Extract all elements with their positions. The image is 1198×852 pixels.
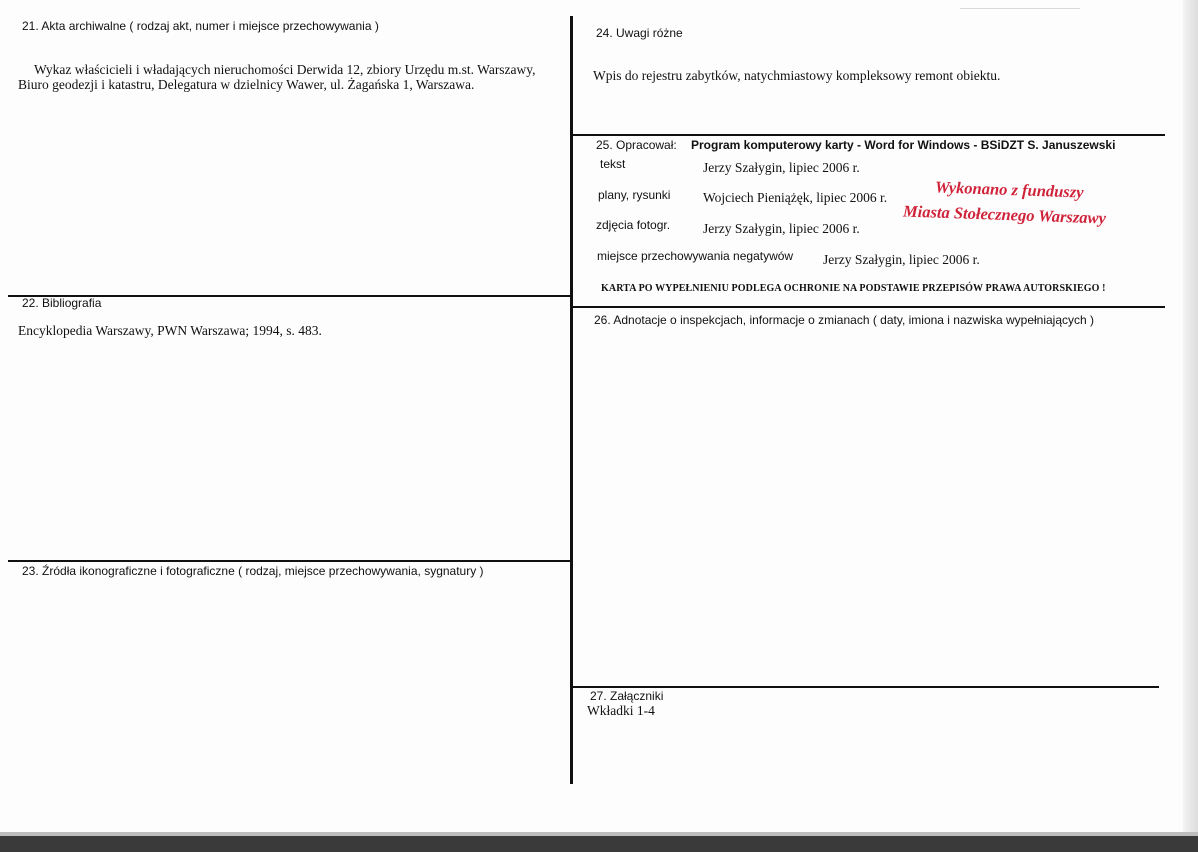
section-22-heading: 22. Bibliografia (22, 296, 102, 310)
section-25-value-plany: Wojciech Pieniążęk, lipiec 2006 r. (703, 190, 888, 205)
rule-26 (573, 306, 1165, 308)
section-21-text-line1: Wykaz właścicieli i władających nieruchomości Derwida 12, zbiory Urzędu m.st. Warszawy, (34, 62, 536, 77)
section-25-label-plany: plany, rysunki (598, 188, 671, 202)
section-26-heading: 26. Adnotacje o inspekcjach, informacje o zmianach ( daty, imiona i nazwiska wypełniających ) (594, 313, 1095, 327)
section-25-label-negatywy: miejsce przechowywania negatywów (597, 249, 794, 263)
section-25-value-negatywy: Jerzy Szałygin, lipiec 2006 r. (823, 252, 980, 267)
scan-right-edge (1183, 0, 1198, 832)
section-21-heading: 21. Akta archiwalne ( rodzaj akt, numer i miejsce przechowywania ) (22, 19, 379, 33)
scan-bottom-edge (0, 836, 1198, 852)
rule-27 (573, 686, 1159, 688)
funding-stamp-line1: Wykonano z funduszy (934, 177, 1084, 202)
section-27-text: Wkładki 1-4 (587, 703, 655, 718)
rule-25 (573, 134, 1165, 136)
section-25-label-tekst: tekst (600, 157, 626, 171)
scan-artifact (960, 8, 1080, 9)
section-25-value-zdjecia: Jerzy Szałygin, lipiec 2006 r. (703, 221, 860, 236)
section-24-text: Wpis do rejestru zabytków, natychmiastowy kompleksowy remont obiektu. (593, 68, 1001, 83)
section-24-heading: 24. Uwagi różne (596, 26, 683, 40)
section-25-label-zdjecia: zdjęcia fotogr. (596, 218, 671, 232)
funding-stamp-line2: Miasta Stołecznego Warszawy (902, 201, 1107, 228)
copyright-warning: KARTA PO WYPEŁNIENIU PODLEGA OCHRONIE NA PODSTAWIE PRZEPISÓW PRAWA AUTORSKIEGO ! (601, 283, 1106, 294)
section-25-value-tekst: Jerzy Szałygin, lipiec 2006 r. (703, 160, 860, 175)
section-25-program: Program komputerowy karty - Word for Windows - BSiDZT S. Januszewski (691, 138, 1116, 152)
section-25-heading: 25. Opracował: (596, 138, 677, 152)
column-divider (570, 16, 573, 784)
section-22-text: Encyklopedia Warszawy, PWN Warszawa; 1994, s. 483. (18, 323, 322, 338)
section-21-text-line2: Biuro geodezji i katastru, Delegatura w dzielnicy Wawer, ul. Żagańska 1, Warszawa. (18, 77, 475, 92)
rule-23 (8, 560, 571, 562)
section-23-heading: 23. Źródła ikonograficzne i fotograficzne ( rodzaj, miejsce przechowywania, sygnatury ) (22, 564, 484, 578)
section-27-heading: 27. Załączniki (590, 689, 664, 703)
